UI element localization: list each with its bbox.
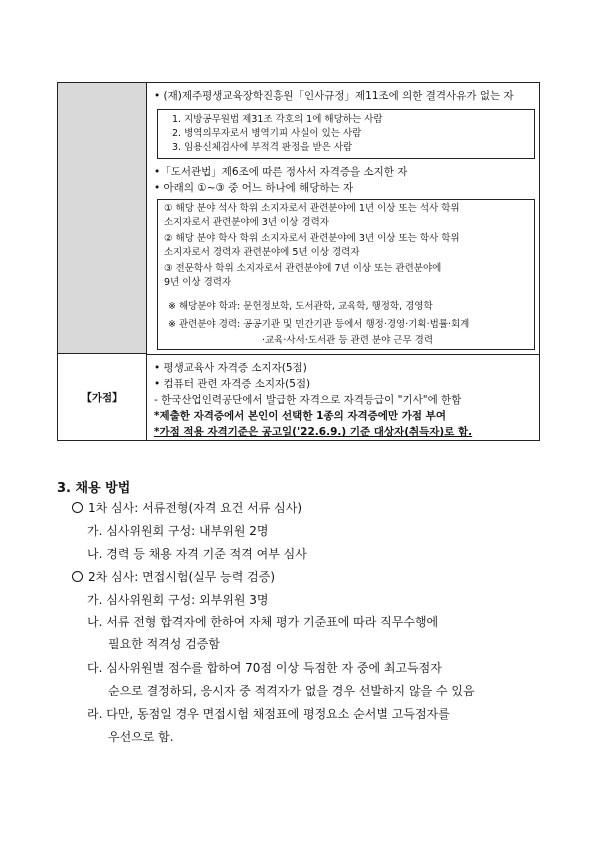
stage2-item-cont: 필요한 적격성 검증함	[108, 637, 220, 651]
row-divider	[147, 354, 540, 355]
disqualification-list-box	[157, 109, 535, 159]
list-item: 9년 이상 경력자	[164, 277, 232, 288]
extra-points-label: 【가점】	[81, 391, 123, 404]
label-column	[58, 83, 147, 440]
stage2-item: 나. 서류 전형 합격자에 한하여 자체 평가 기준표에 따라 직무수행에	[87, 615, 439, 629]
stage2-text: 2차 심사: 면접시험(실무 능력 검증)	[88, 570, 275, 584]
circle-bullet-icon	[72, 502, 83, 513]
stage1-item: 나. 경력 등 채용 자격 기준 적격 여부 심사	[87, 547, 307, 561]
list-item: 2. 병역의무자로서 병역기피 사실이 있는 사람	[172, 128, 362, 139]
stage1-item: 가. 심사위원회 구성: 내부위원 2명	[87, 524, 269, 538]
stage2-heading	[72, 569, 275, 585]
requirements-table	[57, 82, 540, 441]
requirement-one-of: • 아래의 ①~③ 중 어느 하나에 해당하는 자	[154, 182, 354, 194]
note-fields: ※ 해당분야 학과: 문헌정보학, 도서관학, 교육학, 행정학, 경영학	[168, 301, 433, 312]
stage2-item-cont: 우선으로 함.	[108, 730, 174, 744]
qualification-options-box	[157, 199, 535, 350]
extra-computer-cert: • 컴퓨터 관련 자격증 소지자(5점)	[154, 378, 311, 390]
list-item: ② 해당 분야 학사 학위 소지자로서 관련분야에 3년 이상 또는 학사 학위	[164, 233, 460, 244]
stage1-text: 1차 심사: 서류전형(자격 요건 서류 심사)	[88, 501, 302, 515]
list-item: 3. 임용신체검사에 부적격 판정을 받은 사람	[172, 142, 353, 153]
list-item: ① 해당 분야 석사 학위 소지자로서 관련분야에 1년 이상 또는 석사 학위	[164, 203, 460, 214]
list-item: 소지자로서 관련분야에 3년 이상 경력자	[164, 217, 329, 228]
stage2-item-cont: 순으로 결정하되, 응시자 중 적격자가 없을 경우 선발하지 않을 수 있음	[108, 684, 475, 698]
extra-basis-date: *가점 적용 자격기준은 공고일('22.6.9.) 기준 대상자(취득자)로 함.	[154, 426, 473, 438]
note-experience-cont: ·교육·사서·도서관 등 관련 분야 근무 경력	[262, 335, 433, 346]
circle-bullet-icon	[72, 571, 83, 582]
list-item: 소지자로서 경력자 관련분야에 5년 이상 경력자	[164, 247, 360, 258]
list-item: 1. 지방공무원법 제31조 각호의 1에 해당하는 사람	[172, 114, 383, 125]
extra-cert-one-only: *제출한 자격증에서 본인이 선택한 1종의 자격증에만 가점 부여	[154, 410, 446, 422]
requirement-librarian-license: •「도서관법」제6조에 따른 정사서 자격증을 소지한 자	[154, 166, 408, 178]
extra-cert-note: - 한국산업인력공단에서 발급한 자격으로 자격등급이 "기사"에 한함	[154, 394, 462, 406]
stage2-item: 다. 심사위원별 점수를 합하여 70점 이상 득점한 자 중에 최고득점자	[87, 661, 442, 675]
stage2-item: 가. 심사위원회 구성: 외부위원 3명	[87, 593, 269, 607]
note-experience: ※ 관련분야 경력: 공공기관 및 민간기관 등에서 행정·경영·기획·법률·회계	[168, 319, 470, 330]
extra-lifelong-education: • 평생교육사 자격증 소지자(5점)	[154, 362, 307, 374]
list-item: ③ 전문학사 학위 소지자로서 관련분야에 7년 이상 또는 관련분야에	[164, 263, 442, 274]
requirement-disqualification: • (재)제주평생교육장학진흥원「인사규정」제11조에 의한 결격사유가 없는 자	[154, 90, 514, 102]
section-title: 3. 채용 방법	[57, 481, 131, 496]
label-cell-shaded	[58, 83, 146, 354]
stage1-heading	[72, 500, 302, 516]
stage2-item: 라. 다만, 동점일 경우 면접시험 채점표에 평정요소 순서별 고득점자를	[87, 707, 450, 721]
